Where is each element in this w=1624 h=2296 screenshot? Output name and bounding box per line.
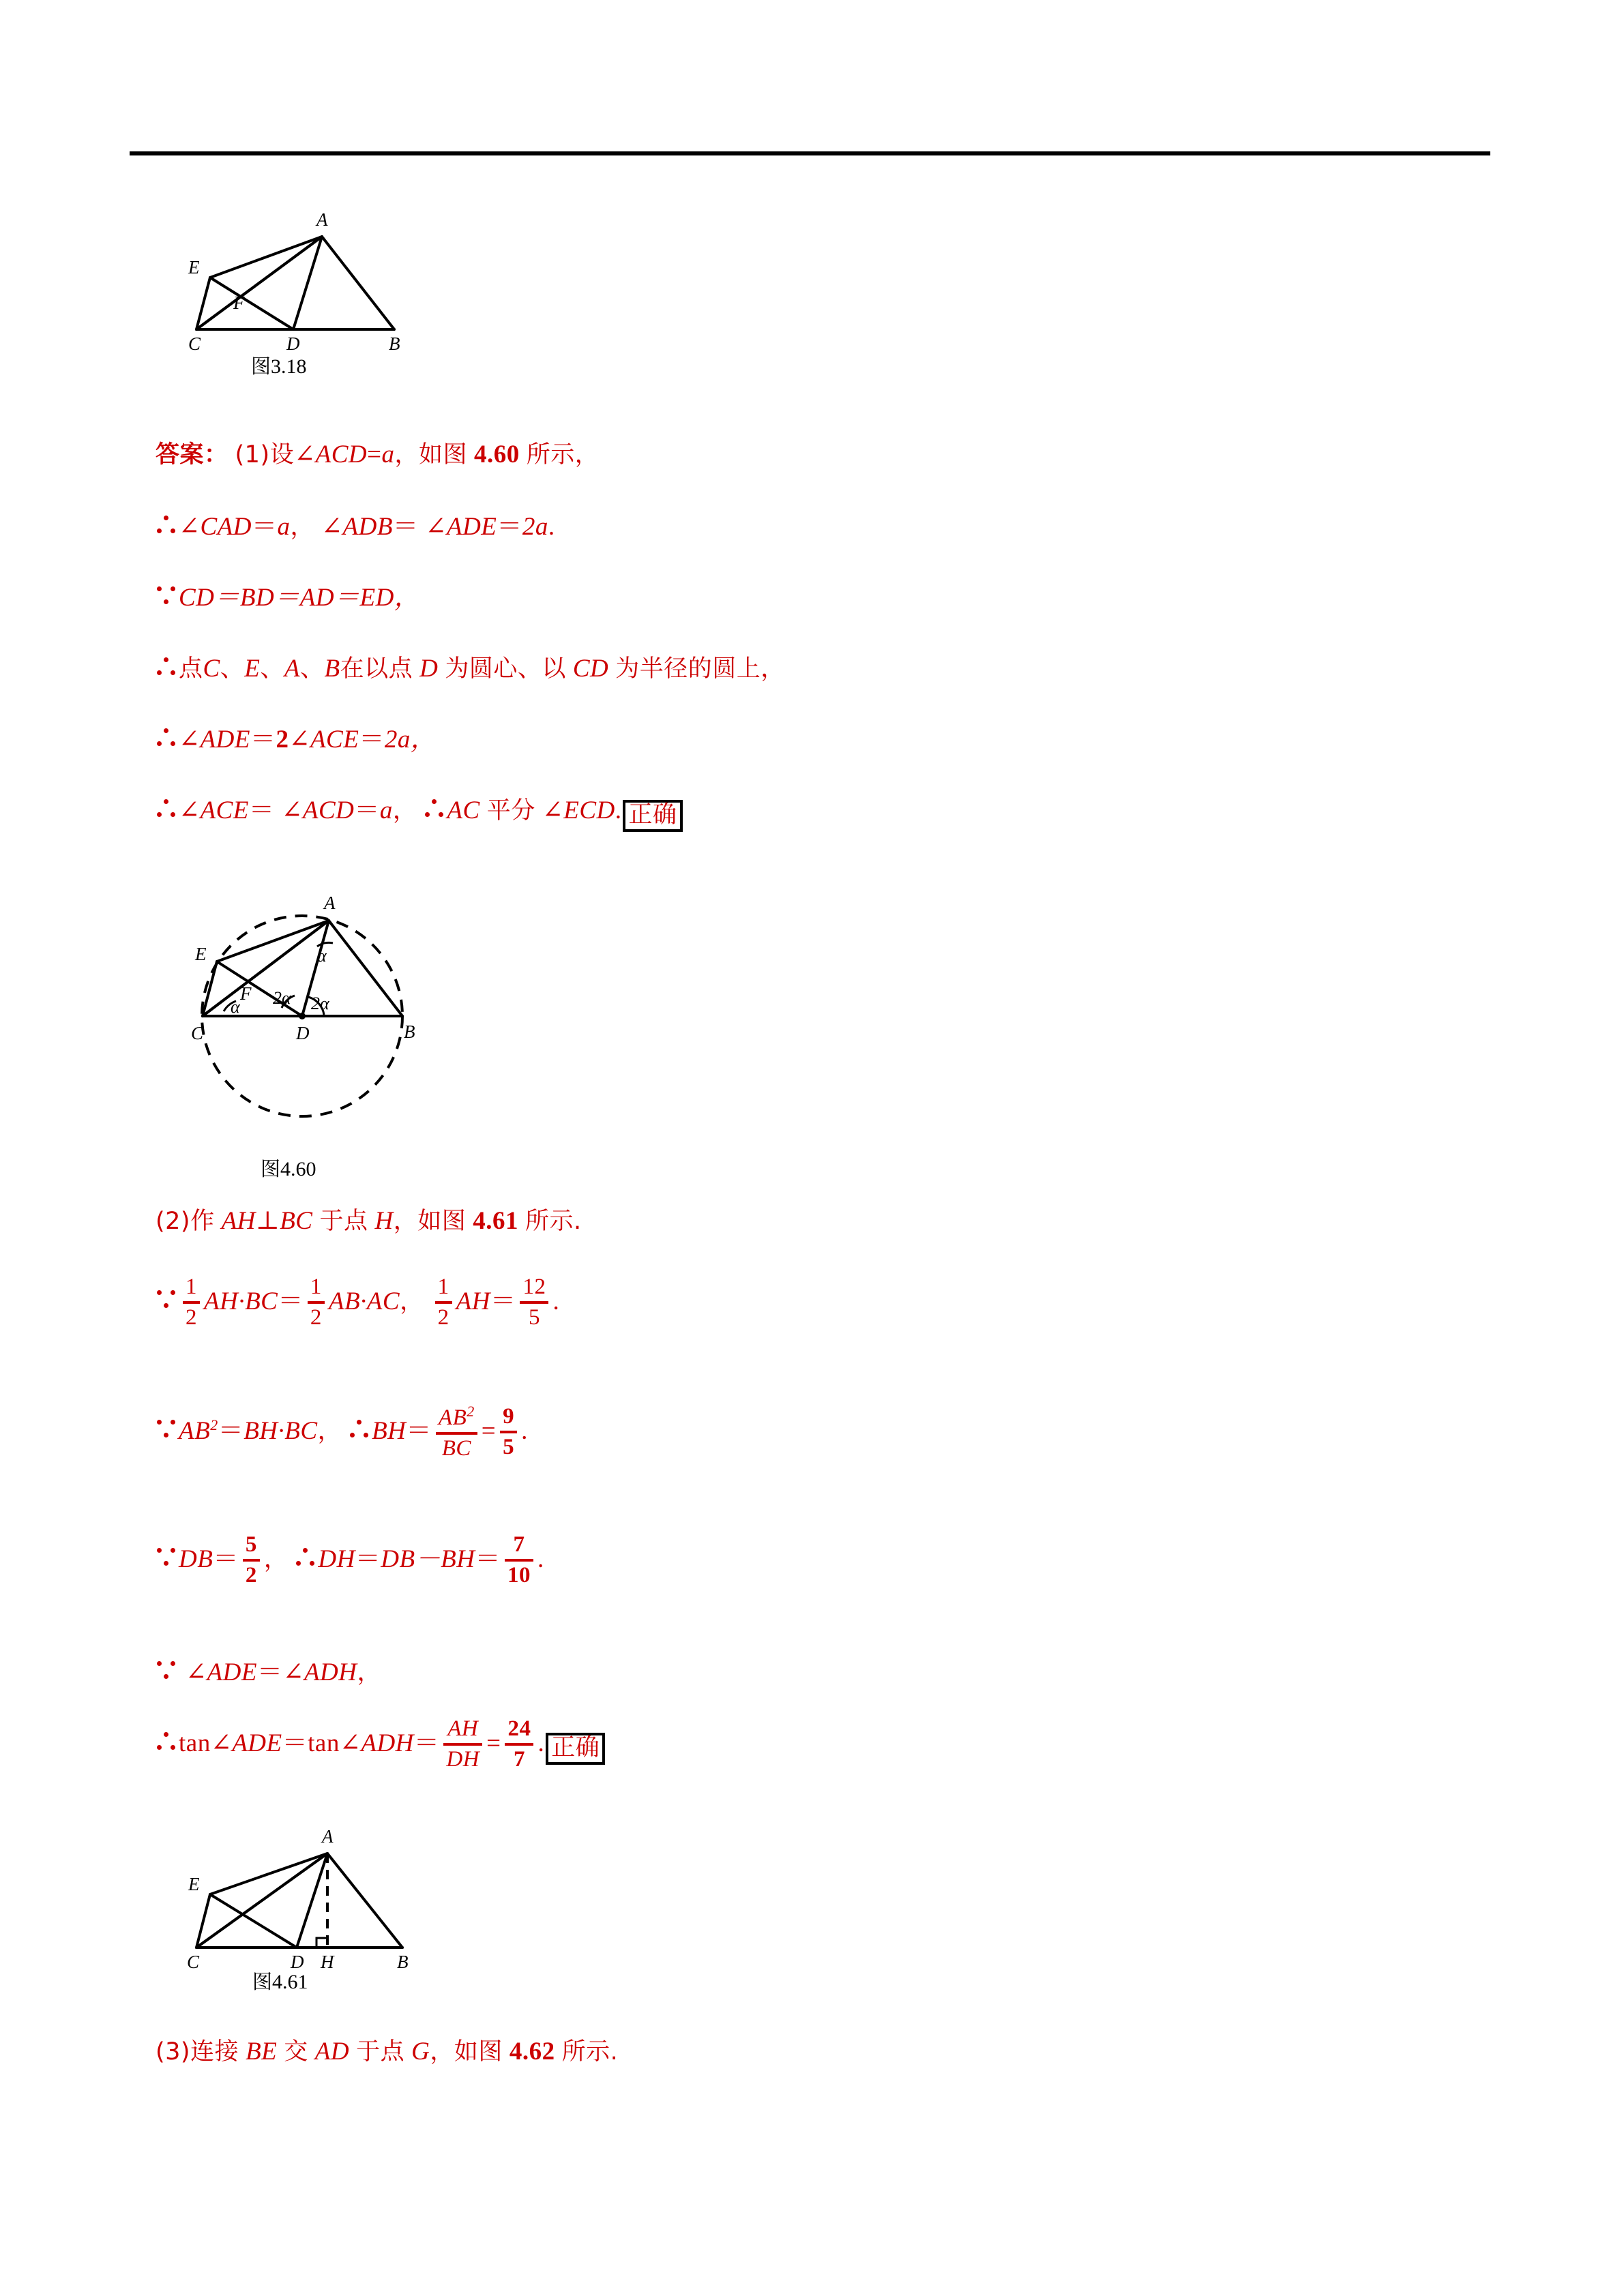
answer-line-9-projection: $AB^2=BH\cdot BC$， BH＝ $\frac{AB^2}{BC}$ = $\frac{9}{5}$ .	[156, 1405, 528, 1461]
frac-den: 2	[186, 1304, 197, 1330]
frac-num: 5	[245, 1532, 257, 1557]
therefore-icon	[349, 1417, 372, 1442]
angle-adh-2: ∠ADH	[339, 1729, 414, 1758]
comma-3: ，	[400, 1288, 424, 1316]
term-ah-bc: AH·BC	[204, 1287, 278, 1316]
tan-1: tan	[179, 1729, 211, 1758]
frac-den: 10	[507, 1562, 531, 1587]
term-dh: DH	[318, 1545, 355, 1574]
frac-num	[436, 1403, 477, 1430]
frac-num: 1	[186, 1274, 197, 1299]
point-word: 点	[179, 655, 203, 683]
figure-caption-number: 4.60	[280, 1158, 316, 1180]
alpha-2: a	[277, 513, 291, 541]
answer-line-2: ∠CAD＝a， ∠ADB＝ ∠ADE＝2a.	[156, 513, 555, 539]
therefore-icon	[156, 1729, 179, 1754]
figure-4-60-label-C: C	[191, 1023, 204, 1043]
figure-4-60-caption	[261, 1154, 316, 1182]
answer-line-1	[156, 442, 599, 467]
angle-ade-2: ∠ADE	[179, 726, 250, 754]
frac-num: AH	[447, 1716, 479, 1741]
point-b: B	[324, 655, 340, 683]
frac-den: 5	[528, 1304, 540, 1330]
answer-line-3	[156, 584, 419, 610]
angle-acd-2: ∠ACD	[281, 796, 355, 824]
period-5: .	[537, 1729, 545, 1758]
equals-3: =	[481, 1417, 497, 1446]
part3-lead: (3)连接	[156, 2038, 239, 2066]
figure-3-18-label-A: A	[316, 209, 328, 230]
segment-equalities: CD＝BD＝AD＝ED，	[179, 584, 420, 612]
figure-3-18-caption	[251, 351, 307, 379]
frac-den: 2	[245, 1562, 257, 1587]
point-c: C	[203, 655, 220, 683]
figure-4-61-label-H: H	[321, 1952, 334, 1972]
figure-4-60-label-F: F	[240, 983, 252, 1004]
answer-line-13	[156, 2039, 618, 2064]
answer-line-10-db: DB＝ $\frac{5}{2}$ ， DH＝DB－BH＝ $\frac{7}{10}$ .	[156, 1534, 544, 1588]
ref-tail-1: 所示，	[526, 441, 600, 468]
point-a: A	[284, 655, 300, 683]
figure-4-60	[177, 886, 464, 1180]
frac-den: 2	[437, 1304, 449, 1330]
fraction-7-10	[505, 1533, 533, 1587]
center-point: D	[419, 655, 439, 683]
comma-7: ，	[430, 2038, 454, 2066]
term-ab: AB	[179, 1417, 211, 1446]
angle-ade-3: ∠ADE	[186, 1658, 257, 1686]
frac-den: 5	[503, 1434, 515, 1459]
term-ab-ac: AB·AC	[328, 1287, 400, 1316]
at-point-word: 于点	[319, 1208, 368, 1235]
term-bh: BH	[372, 1417, 407, 1446]
perp-icon: ⊥	[255, 1207, 280, 1235]
answer-line-7	[156, 1208, 582, 1234]
answer-line-4	[156, 655, 785, 681]
therefore-icon	[156, 655, 179, 679]
dot-2: 、	[260, 655, 284, 683]
point-e: E	[244, 655, 261, 683]
answer-line-8-area: $\frac{1}{2}$ AH·BC＝ $\frac{1}{2}$ AB·AC， $\frac{1}{2}$ AH＝ $\frac{12}{5}$ .	[156, 1277, 559, 1330]
figure-4-60-angle-alpha-A: α	[317, 946, 327, 966]
equals-2: ＝	[218, 1417, 244, 1446]
part2-lead: (2)作	[156, 1208, 215, 1235]
fraction-12-5	[520, 1275, 548, 1329]
fraction-9-5	[500, 1405, 517, 1459]
frac-den: 2	[310, 1304, 322, 1330]
period-1: .	[615, 796, 622, 824]
header-rule	[130, 151, 1490, 155]
figure-4-61-label-E: E	[188, 1874, 200, 1894]
figure-caption-cjk: 图	[261, 1157, 281, 1180]
figure-4-61-caption	[252, 1967, 308, 1995]
frac-num: 24	[507, 1716, 531, 1741]
because-icon	[156, 1658, 179, 1683]
figure-4-60-label-A: A	[324, 893, 336, 913]
figure-4-60-label-D: D	[296, 1023, 310, 1043]
angle-ace-1: ∠ACE	[289, 726, 359, 754]
mid-text-2: 为圆心、以	[445, 655, 566, 683]
fraction-ah-dh	[443, 1717, 482, 1771]
angle-ace-2: ∠ACE	[179, 796, 249, 824]
figure-4-60-angle-2alpha-left: 2α	[273, 988, 291, 1008]
figure-4-61-label-B: B	[397, 1952, 409, 1972]
ref-tail-2: 所示.	[525, 1208, 582, 1235]
frac-num: 1	[437, 1274, 449, 1299]
figure-4-61-right-angle-mark	[316, 1938, 327, 1948]
value-2alpha: 2a	[522, 513, 548, 541]
angle-ade-4: ∠ADE	[210, 1729, 282, 1758]
figure-4-60-label-E: E	[195, 944, 207, 964]
figure-4-61-label-A: A	[322, 1826, 334, 1847]
figure-caption-number: 4.61	[272, 1971, 308, 1993]
figure-3-18-label-E: E	[188, 257, 200, 278]
segment-ad: AD	[314, 2038, 350, 2066]
figure-4-61-label-D: D	[291, 1952, 304, 1972]
figure-3-18-label-F: F	[233, 293, 245, 313]
figure-4-60-angle-alpha-C: α	[231, 997, 240, 1017]
correct-badge-2: 正确	[546, 1733, 605, 1765]
answer-label: 答案：	[156, 441, 228, 468]
tan-2: tan	[308, 1729, 340, 1758]
frac-num: 1	[310, 1274, 322, 1299]
power-2: 2	[210, 1416, 218, 1433]
figure-3-18-label-C: C	[188, 333, 201, 354]
comma-6: ，	[357, 1659, 381, 1686]
answer-line-12-tan: tan∠ADE＝tan∠ADH＝ $\frac{AH}{DH}$ = $\frac{24}{7}$ . 正确	[156, 1718, 605, 1772]
figure-caption-number: 3.18	[271, 355, 307, 378]
fraction-one-half-2	[308, 1275, 325, 1329]
part1-lead: (1)设	[235, 441, 295, 468]
therefore-icon	[424, 796, 447, 821]
fraction-24-7	[505, 1717, 533, 1771]
dot-1: 、	[220, 655, 245, 683]
figure-4-61	[171, 1814, 457, 1993]
ref-text-1: 如图	[419, 441, 468, 468]
expr-db-minus-bh: DB－BH	[381, 1545, 475, 1574]
ref-tail-3: 所示.	[561, 2038, 619, 2066]
therefore-icon	[156, 796, 179, 821]
period-3: .	[521, 1417, 528, 1446]
comma-2: ，	[393, 1208, 418, 1235]
radius-seg: CD	[572, 655, 609, 683]
equals-4: =	[486, 1729, 501, 1758]
dot-3: 、	[299, 655, 325, 683]
ref-text-2: 如图	[417, 1208, 467, 1235]
segment-be: BE	[246, 2038, 278, 2066]
frac-num: 7	[513, 1532, 525, 1557]
tail-text-1: 为半径的圆上，	[615, 655, 785, 683]
mid-text-1: 在以点	[340, 655, 413, 683]
therefore-icon	[156, 513, 179, 537]
angle-ade-1: ∠ADE	[425, 513, 497, 541]
answer-line-6: ∠ACE＝ ∠ACD＝a， AC 平分 ∠ECD. 正确	[156, 796, 683, 832]
fraction-ab2-bc	[436, 1403, 477, 1460]
figure-caption-cjk: 图	[251, 355, 271, 378]
angle-ecd: ∠ECD	[542, 796, 615, 824]
fraction-one-half-3	[435, 1275, 452, 1329]
figure-4-60-angle-2alpha-right: 2α	[311, 994, 329, 1013]
segment-bc: BC	[280, 1207, 313, 1235]
correct-badge-1: 正确	[623, 800, 682, 832]
frac-num: 9	[503, 1404, 515, 1429]
frac-den: BC	[441, 1435, 471, 1461]
figure-caption-cjk: 图	[252, 1970, 273, 1993]
point-h: H	[374, 1207, 394, 1235]
alpha-1: a	[381, 441, 395, 468]
equals-1: =	[367, 441, 382, 468]
frac-den: DH	[446, 1746, 480, 1772]
answer-line-5: ∠ADE＝2∠ACE＝2a，	[156, 726, 436, 752]
alpha-3: a	[379, 796, 393, 824]
comma-4: ，	[317, 1418, 342, 1446]
angle-acd: ∠ACD	[294, 441, 368, 468]
point-g: G	[411, 2038, 430, 2066]
bisects-word: 平分	[486, 797, 535, 824]
frac-den: 7	[513, 1746, 525, 1772]
answer-line-11-angles: ∠ADE＝∠ADH，	[156, 1658, 381, 1685]
because-icon	[156, 1287, 179, 1312]
fraction-one-half-1	[183, 1275, 200, 1329]
period-2: .	[552, 1287, 560, 1316]
value-2alpha-2: 2a，	[384, 726, 437, 754]
therefore-icon	[295, 1545, 318, 1570]
comma-5: ，	[263, 1546, 289, 1574]
intersect-word: 交	[284, 2038, 308, 2066]
because-icon	[156, 584, 179, 608]
frac-num: 12	[522, 1274, 546, 1299]
ref-num-1: 4.60	[474, 441, 520, 468]
because-icon	[156, 1545, 179, 1570]
at-point-word-2: 于点	[356, 2038, 405, 2066]
term-bh-bc: BH·BC	[243, 1417, 318, 1446]
segment-ac: AC	[447, 796, 480, 824]
figure-3-18-label-B: B	[389, 333, 400, 354]
therefore-icon	[156, 726, 179, 750]
period-4: .	[537, 1545, 544, 1574]
angle-adh-1: ∠ADH	[282, 1658, 357, 1686]
figure-3-18	[171, 194, 443, 378]
segment-ah: AH	[221, 1207, 256, 1235]
figure-4-60-label-B: B	[404, 1022, 415, 1042]
ref-num-2: 4.61	[473, 1207, 519, 1235]
term-ah: AH	[456, 1287, 490, 1316]
figure-3-18-label-D: D	[286, 333, 300, 354]
ref-num-3: 4.62	[509, 2038, 555, 2066]
because-icon	[156, 1417, 179, 1442]
frac-num-power: 2	[467, 1403, 475, 1420]
term-db: DB	[179, 1545, 213, 1574]
frac-num-text: AB	[438, 1405, 467, 1430]
figure-4-61-label-C: C	[187, 1952, 200, 1972]
comma-1: ，	[394, 441, 419, 468]
angle-cad: ∠CAD	[179, 513, 252, 541]
fraction-5-2	[243, 1533, 260, 1587]
coef-2: 2	[276, 726, 289, 754]
ref-text-3: 如图	[454, 2038, 503, 2066]
angle-adb: ∠ADB	[321, 513, 393, 541]
